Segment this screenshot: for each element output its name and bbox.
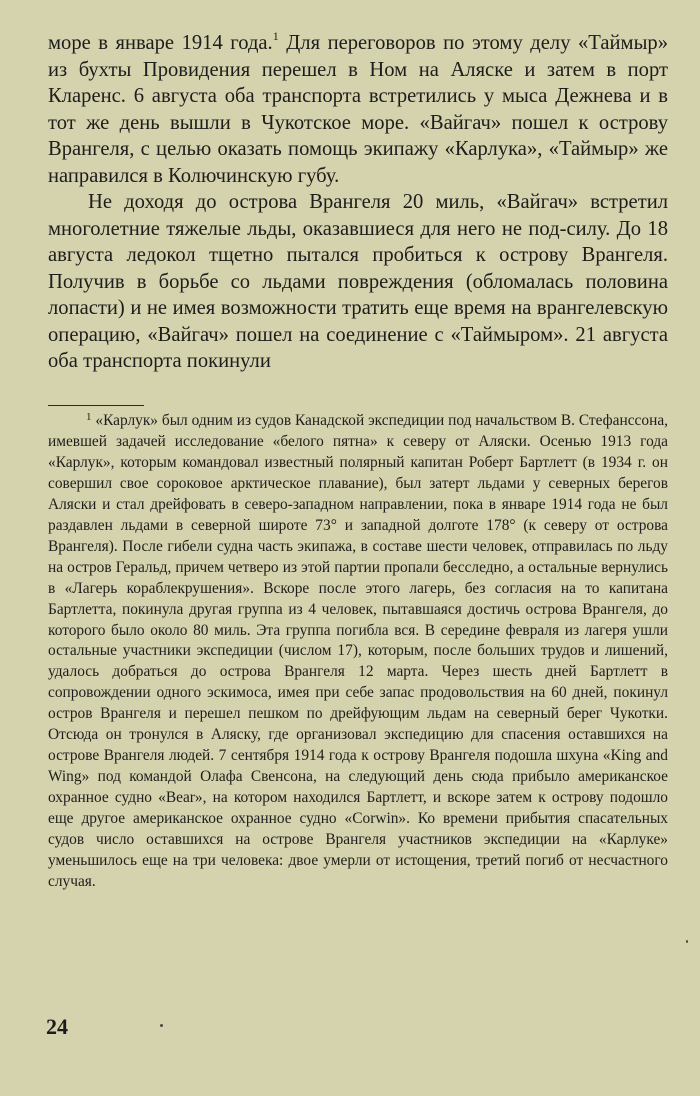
footnote-text: «Карлук» был одним из судов Канадской экспедиции под начальством В. Стефанссона, имевшей задачей исследование «белого пятна» к северу от Аляски. Осенью 1913 года «Карлук», которым командовал известный полярный капитан Роберт Бартлетт (в 1934 г. он совершил свое сороковое арктическое плавание), был затерт льдами у северных берегов Аляски и стал дрейфовать в северо-западном направлении, пока в январе 1914 года не был раздавлен льдами в северной широте 73° и западной долготе 178° (к северу от острова Врангеля). После гибели судна часть экипажа, в составе шести человек, отправилась по льду на остров Геральд, причем четверо из этой партии пропали бесследно, а остальные вернулись в «Лагерь кораблекрушения». Вскоре после этого лагерь, без согласия на то капитана Бартлетта, покинула другая группа из 4 человек, пытавшаяся достичь острова Врангеля, до которого было около 80 миль. Эта группа погибла вся. В середине февраля из лагеря ушли остальные участники экспедиции (числом 17), которым, после больших трудов и лишений, удалось добраться до острова Врангеля 12 марта. Через шесть дней Бартлетт в сопровождении одного эскимоса, имея при себе запас продовольствия на 60 дней, покинул остров Врангеля и перешел пешком по дрейфующим льдам на северный берег Чукотки. Отсюда он тронулся в Аляску, где организовал экспедицию для спасения оставшихся на острове Врангеля людей. 7 сентября 1914 года к острову Врангеля подошла шхуна «King and Wing» под командой Олафа Свенсона, на следующий день сюда прибыло американское охранное судно «Bear», на котором находился Бартлетт, и вскоре затем к острову подошло еще другое американское охранное судно «Corwin». Ко времени прибытия спасательных судов число оставшихся на острове Врангеля участников экспедиции на «Карлуке» уменьшилось еще на три человека: двое умерли от истощения, третий погиб от несчастного случая. bbox=[48, 412, 668, 890]
footnote-number: 1 bbox=[86, 411, 92, 423]
page-number: 24 bbox=[46, 1014, 68, 1039]
footnote bbox=[48, 411, 668, 893]
paper-speck bbox=[686, 940, 688, 943]
footnote-divider bbox=[48, 405, 144, 406]
paragraph-1 bbox=[48, 30, 668, 189]
main-text bbox=[48, 30, 668, 375]
paragraph-2: Не доходя до острова Врангеля 20 миль, «Вайгач» встретил многолетние тяжелые льды, оказавшиеся для него не под-силу. До 18 августа ледокол тщетно пытался пробиться к острову Врангеля. Получив в борьбе со льдами повреждения (обломалась половина лопасти) и не имея возможности тратить еще время на врангелевскую операцию, «Вайгач» пошел на соединение с «Таймыром». 21 августа оба транспорта покинули bbox=[48, 191, 668, 372]
footnote-reference: 1 bbox=[272, 29, 279, 43]
paragraph-1-start: море в январе 1914 года. bbox=[48, 32, 273, 54]
paper-speck bbox=[160, 1024, 163, 1027]
paragraph-1-continued: Для переговоров по этому делу «Таймыр» из бухты Провидения перешел в Ном на Аляске и затем в порт Кларенс. 6 августа оба транспорта встретились у мыса Дежнева и в тот же день вышли в Чукотское море. «Вайгач» пошел к острову Врангеля, с целью оказать помощь экипажу «Карлука», «Таймыр» же направился в Колючинскую губу. bbox=[48, 32, 668, 187]
